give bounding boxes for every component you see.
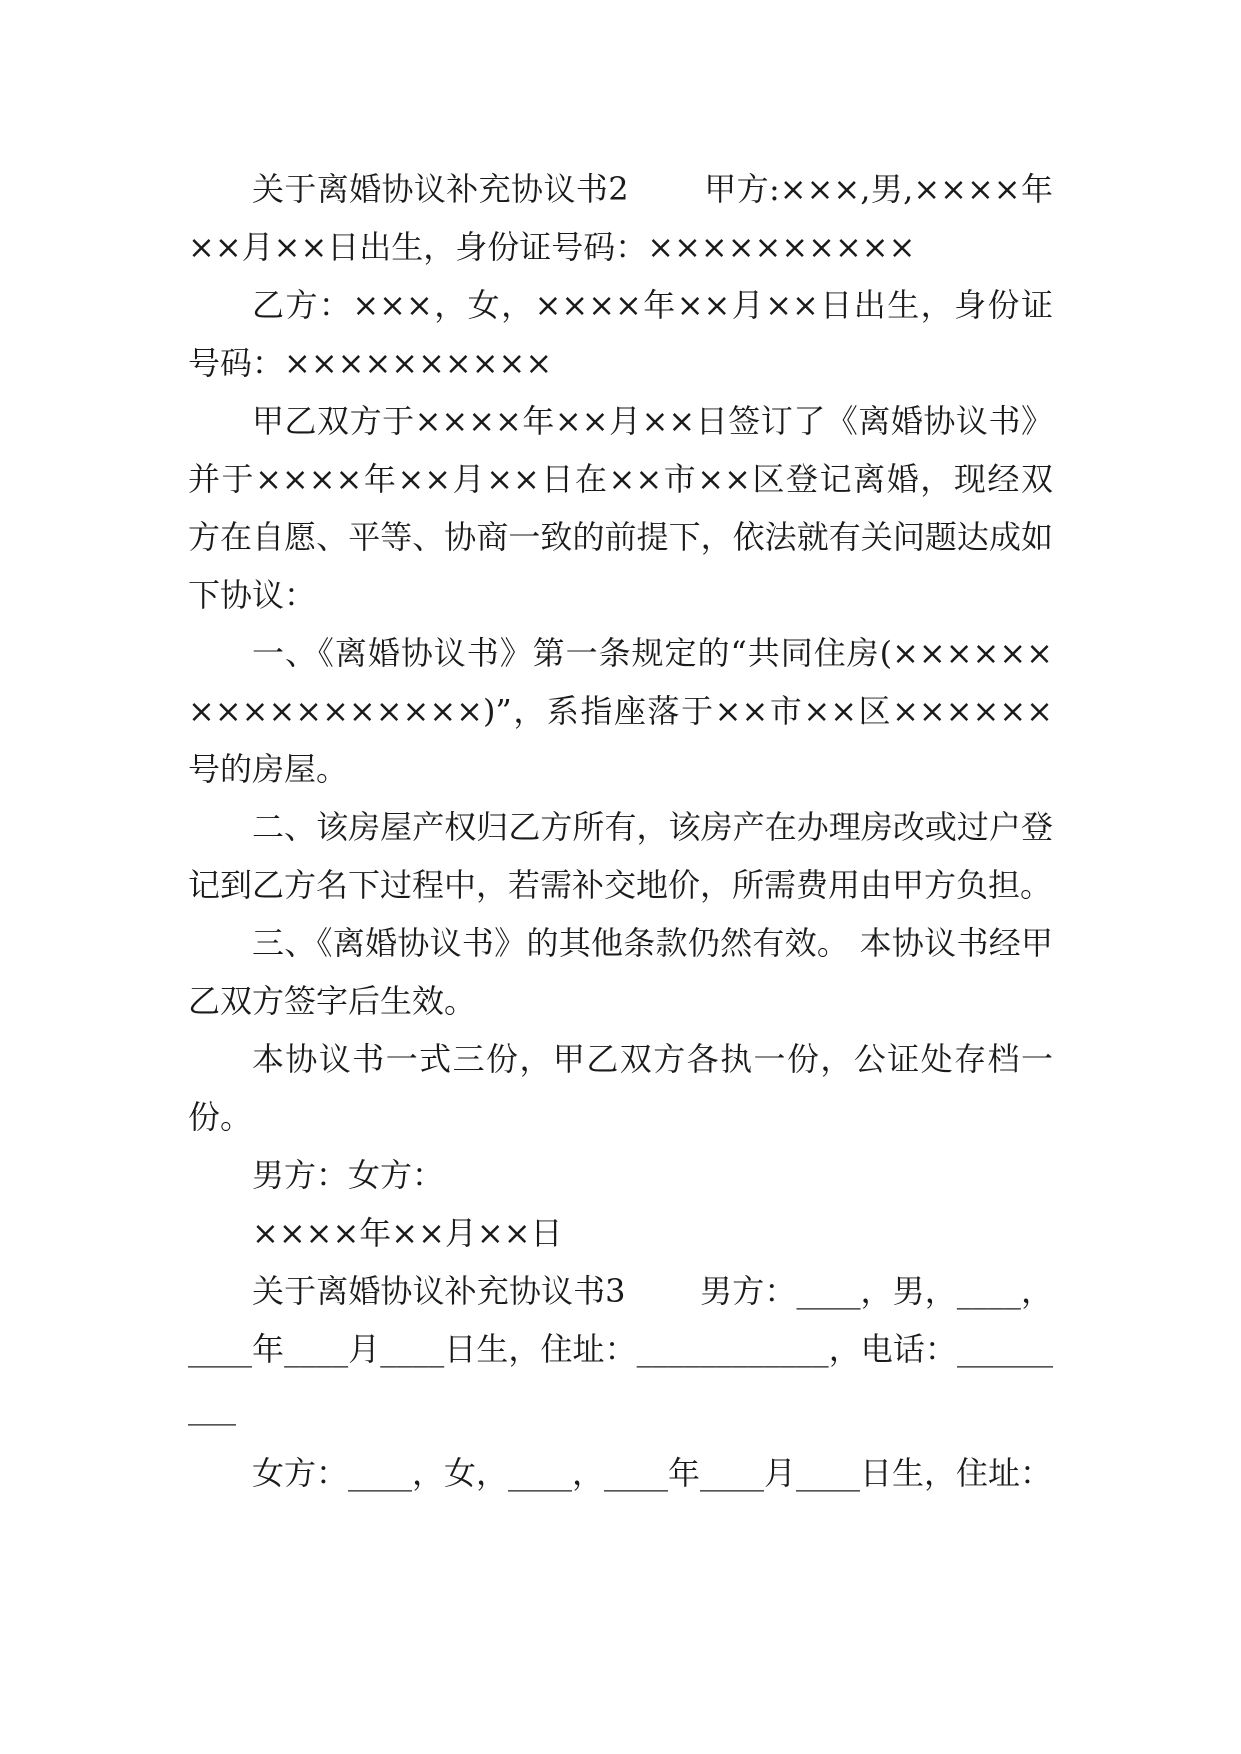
paragraph-signatures: 男方：女方： — [252, 1156, 445, 1194]
paragraph-copies: 本协议书一式三份，甲乙双方各执一份，公证处存档一份。 — [188, 1040, 1053, 1136]
paragraph-clause-3: 三、《离婚协议书》的其他条款仍然有效。 本协议书经甲乙双方签字后生效。 — [188, 924, 1053, 1020]
paragraph-party-b: 乙方：×××，女，××××年××月××日出生，身份证号码：×××××××××× — [188, 286, 1053, 382]
document-body — [188, 160, 1053, 1502]
paragraph-title-2-party-a: 关于离婚协议补充协议书2 甲方:×××,男,××××年××月××日出生，身份证号码：×××××××××× — [188, 170, 1053, 266]
paragraph-date: ××××年××月××日 — [252, 1214, 563, 1252]
paragraph-title-3-male: 关于离婚协议补充协议书3 男方：____，男，____，____年____月____日生，住址：____________，电话：_________ — [188, 1272, 1053, 1426]
paragraph-clause-1: 一、《离婚协议书》第一条规定的“共同住房(×××××××××××××××××)”，系指座落于××市××区××××××号的房屋。 — [188, 634, 1053, 788]
paragraph-female: 女方：____，女，____，____年____月____日生，住址： — [252, 1454, 1053, 1492]
paragraph-clause-2: 二、该房屋产权归乙方所有，该房产在办理房改或过户登记到乙方名下过程中，若需补交地价，所需费用由甲方负担。 — [188, 808, 1053, 904]
paragraph-preamble: 甲乙双方于××××年××月××日签订了《离婚协议书》并于××××年××月××日在××市××区登记离婚，现经双方在自愿、平等、协商一致的前提下，依法就有关问题达成如下协议： — [188, 402, 1053, 614]
spacer — [188, 1436, 1053, 1444]
